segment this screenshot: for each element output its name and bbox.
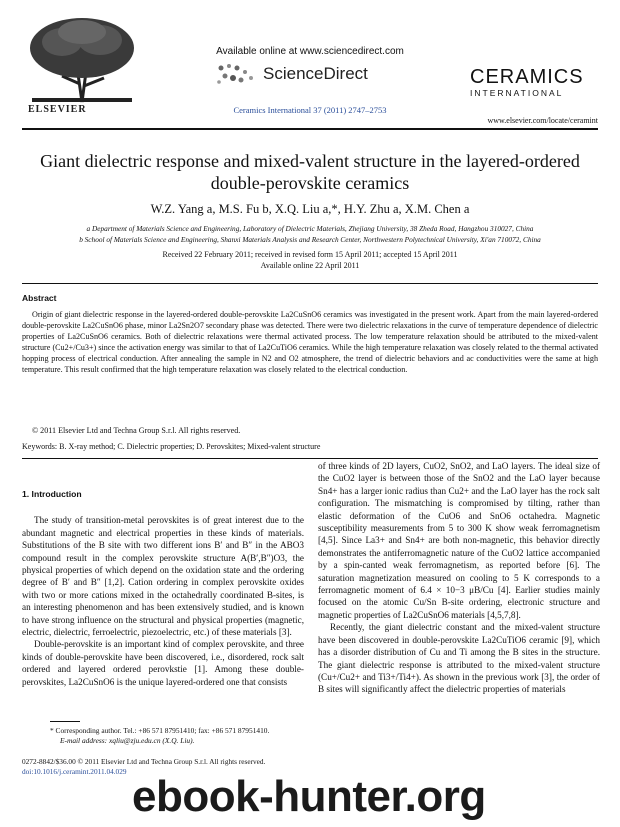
- abstract-copyright: © 2011 Elsevier Ltd and Techna Group S.r.l. All rights reserved.: [32, 426, 241, 435]
- available-online-text: Available online at www.sciencedirect.com: [216, 46, 404, 57]
- author-list: W.Z. Yang a, M.S. Fu b, X.Q. Liu a,*, H.Y. Zhu a, X.M. Chen a: [150, 202, 470, 216]
- journal-brand-international: INTERNATIONAL: [470, 88, 564, 98]
- journal-brand: [470, 66, 590, 98]
- elsevier-tree-logo: [22, 14, 142, 106]
- corresponding-author-note: * Corresponding author. Tel.: +86 571 87951410; fax: +86 571 87951410.: [50, 726, 270, 735]
- received-dates: Received 22 February 2011; received in revised form 15 April 2011; accepted 15 April 2011: [162, 250, 458, 259]
- intro-paragraph-1: The study of transition-metal perovskites is of great interest due to the abundant magnetic and electrical properties in these kinds of materials. Substitutions of the B site with two different ions B′ and B″ in the ABO3 compound result in the complex perovskite structure A(B′,B″)O3, the physical properties of which depend on the oxidation state and the ordering degree of B′ and B″ [1,2]. Cation ordering in complex perovskite oxides with two or more cations mixed in the octahedrally coordinated B-sites, is an interesting phenomenon and has been extensively studied, and is known to have strong influence on the structural and physical properties (magnetic, electric, dielectric, ferroelectric, piezoelectric, etc.) of these materials [3].: [22, 515, 304, 638]
- keywords-divider: [22, 458, 598, 459]
- article-title: Giant dielectric response and mixed-valent structure in the layered-ordered double-perovskite ceramics: [40, 151, 580, 193]
- doi-link[interactable]: doi:10.1016/j.ceramint.2011.04.029: [22, 767, 127, 776]
- section-heading-introduction: 1. Introduction: [22, 489, 82, 499]
- journal-url-link[interactable]: www.elsevier.com/locate/ceramint: [487, 116, 598, 125]
- sciencedirect-wordmark: ScienceDirect: [263, 64, 368, 83]
- online-date: Available online 22 April 2011: [260, 261, 360, 270]
- sciencedirect-dots-icon: [215, 62, 259, 86]
- journal-citation-link[interactable]: Ceramics International 37 (2011) 2747–2753: [233, 105, 387, 115]
- elsevier-wordmark: ELSEVIER: [28, 104, 87, 115]
- author-email[interactable]: E-mail address: xqliu@zju.edu.cn (X.Q. Liu).: [60, 736, 195, 745]
- affiliation-a: a Department of Materials Science and Engineering, Laboratory of Dielectric Materials, Zhejiang University, 38 Zheda Road, Hangzhou 310027, China: [86, 224, 534, 233]
- issn-line: 0272-8842/$36.00 © 2011 Elsevier Ltd and Techna Group S.r.l. All rights reserved.: [22, 757, 266, 766]
- intro-paragraph-3: of three kinds of 2D layers, CuO2, SnO2, and LaO layers. The ideal size of the CuO2 layer is between those of the SnO2 and the LaO layer because Sn4+ has a larger ionic radius than Cu2+ and the LaO layer has the rock salt configuration. The mismatching is compromised by tilting, rather than elastic deformation of the CuO6 and SnO6 octahedra. Magnetic susceptibility measurements from 5 to 300 K show weak ferromagnetism [4,5]. Since La3+ and Sn4+ are both non-magnetic, this behavior directly demonstrates the antiferromagnetic nature of the CuO2 lattice accompanied by a spin-canted weak ferromagnetism, as reported before [6]. The saturation magnetization measured on cooling to 5 K corresponds to a ferromagnetic moment of 6.4 × 10−3 μB/Cu [4]. Earlier studies mainly focused on the atomic Cu/Sn B-site ordering, electronic structure and magnetic properties of La2CuSnO6 materials [4,5,7,8].: [318, 461, 600, 620]
- intro-paragraph-4: Recently, the giant dielectric constant and the mixed-valent structure have been discovered in double-perovskite La2CuTiO6 ceramic [9], which has a disorder distribution of Cu and Ti among the B sites in the structure. The giant dielectric response is attributed to the mixed-valent structure (Cu+/Cu2+ and Ti3+/Ti4+). As shown in the previous work [3], the order of B sites will significantly affect the dielectric properties of materials: [318, 622, 600, 695]
- affiliation-b: b School of Materials Science and Engineering, Shanxi Materials Analysis and Research Center, Northwestern Polytechnical University, Xi'an 710072, China: [79, 235, 541, 244]
- sciencedirect-logo[interactable]: [215, 60, 405, 88]
- abstract-divider: [22, 283, 598, 284]
- abstract-body: Origin of giant dielectric response in the layered-ordered double-perovskite La2CuSnO6 ceramics was investigated in the present work. Apart from the main layered-ordered double-perovskite La2CuSnO6 phase, minor La2Sn2O7 secondary phase was detected. There were two dielectric relaxations in the curve of temperature dependence of dielectric properties of La2CuSnO6 ceramics. Both of dielectric relaxations were thermal activated process. The low temperature relaxation should be attributed to the mixed-valent structure (Cu2+/Cu3+) since the activation energy was similar to that of La2CuTiO6 ceramics. While the high temperature relaxation was closely related to the thermal activated hopping process of electrical conduction. After annealing the sample in N2 and O2 atmosphere, the trend of dielectric behaviors and ac conductivities were the same at high temperature. This result confirmed that the high temperature relaxation was closely related to the electrical conduction.: [22, 310, 598, 374]
- footnote-divider: [50, 721, 80, 722]
- right-column: [318, 460, 600, 696]
- header-divider: [22, 128, 598, 130]
- left-column: [22, 488, 304, 688]
- watermark-text: ebook-hunter.org: [132, 772, 486, 821]
- abstract-heading: Abstract: [22, 293, 57, 303]
- journal-brand-ceramics: CERAMICS: [470, 66, 584, 88]
- keywords-line: Keywords: B. X-ray method; C. Dielectric properties; D. Perovskites; Mixed-valent structure: [22, 442, 321, 451]
- intro-paragraph-2: Double-perovskite is an important kind of complex perovskite, and three kinds of double-perovskite have been discovered, i.e., disordered, rock salt ordered and layered ordered perovkstie [1]. Among these double-perovskites, La2CuSnO6 is the unique layered-ordered one that consists: [22, 639, 304, 687]
